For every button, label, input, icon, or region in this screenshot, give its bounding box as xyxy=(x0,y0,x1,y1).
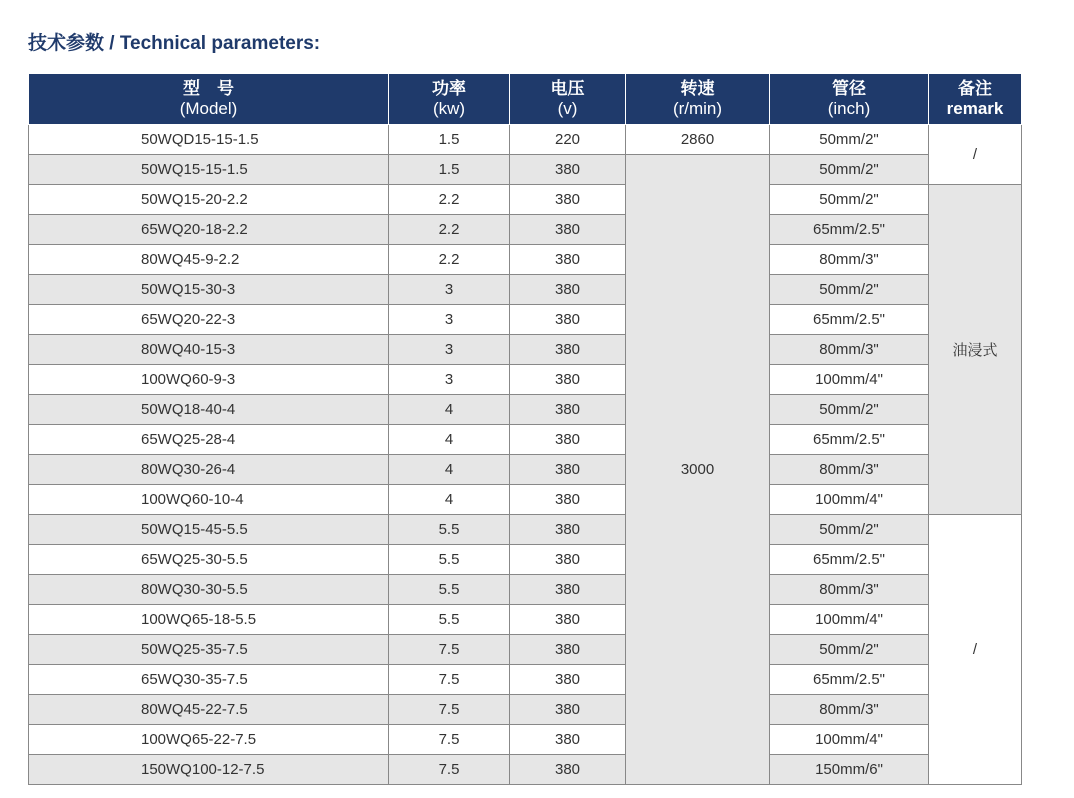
cell-speed-2860: 2860 xyxy=(626,125,770,155)
table-row xyxy=(29,275,1022,305)
cell-model: 100WQ60-10-4 xyxy=(29,485,389,515)
cell-voltage: 220 xyxy=(510,125,626,155)
table-row xyxy=(29,575,1022,605)
cell-power: 7.5 xyxy=(389,695,510,725)
header-speed-zh: 转速 xyxy=(680,79,715,98)
cell-power: 4 xyxy=(389,425,510,455)
header-power xyxy=(389,74,510,125)
header-remark xyxy=(929,74,1022,125)
cell-voltage: 380 xyxy=(510,155,626,185)
cell-voltage: 380 xyxy=(510,485,626,515)
cell-pipe: 50mm/2" xyxy=(770,395,929,425)
table-row xyxy=(29,755,1022,785)
table-row xyxy=(29,365,1022,395)
cell-voltage: 380 xyxy=(510,395,626,425)
cell-voltage: 380 xyxy=(510,455,626,485)
table-row xyxy=(29,545,1022,575)
cell-power: 1.5 xyxy=(389,155,510,185)
header-speed xyxy=(626,74,770,125)
cell-voltage: 380 xyxy=(510,425,626,455)
cell-voltage: 380 xyxy=(510,335,626,365)
cell-power: 5.5 xyxy=(389,575,510,605)
cell-model: 65WQ30-35-7.5 xyxy=(29,665,389,695)
cell-pipe: 50mm/2" xyxy=(770,515,929,545)
table-row xyxy=(29,185,1022,215)
cell-power: 3 xyxy=(389,275,510,305)
cell-model: 50WQ15-30-3 xyxy=(29,275,389,305)
header-remark-zh: 备注 xyxy=(958,79,992,98)
cell-power: 4 xyxy=(389,485,510,515)
cell-pipe: 80mm/3" xyxy=(770,335,929,365)
cell-voltage: 380 xyxy=(510,365,626,395)
cell-model: 50WQ15-15-1.5 xyxy=(29,155,389,185)
cell-voltage: 380 xyxy=(510,575,626,605)
header-model xyxy=(29,74,389,125)
cell-remark-none: / xyxy=(929,515,1022,785)
cell-pipe: 80mm/3" xyxy=(770,695,929,725)
cell-voltage: 380 xyxy=(510,605,626,635)
technical-parameters-table xyxy=(28,73,1022,785)
cell-power: 2.2 xyxy=(389,185,510,215)
table-row xyxy=(29,455,1022,485)
cell-model: 80WQ45-9-2.2 xyxy=(29,245,389,275)
table-row xyxy=(29,665,1022,695)
cell-model: 50WQ15-45-5.5 xyxy=(29,515,389,545)
cell-pipe: 65mm/2.5" xyxy=(770,425,929,455)
cell-pipe: 65mm/2.5" xyxy=(770,665,929,695)
cell-model: 80WQ40-15-3 xyxy=(29,335,389,365)
cell-model: 65WQ20-22-3 xyxy=(29,305,389,335)
cell-pipe: 50mm/2" xyxy=(770,125,929,155)
table-row xyxy=(29,695,1022,725)
cell-voltage: 380 xyxy=(510,725,626,755)
cell-model: 50WQ15-20-2.2 xyxy=(29,185,389,215)
cell-power: 1.5 xyxy=(389,125,510,155)
cell-pipe: 100mm/4" xyxy=(770,605,929,635)
cell-power: 3 xyxy=(389,305,510,335)
cell-power: 2.2 xyxy=(389,245,510,275)
table-row xyxy=(29,485,1022,515)
header-voltage-en: (v) xyxy=(557,99,578,118)
cell-voltage: 380 xyxy=(510,665,626,695)
cell-pipe: 80mm/3" xyxy=(770,575,929,605)
cell-pipe: 50mm/2" xyxy=(770,155,929,185)
table-row xyxy=(29,725,1022,755)
table-row xyxy=(29,635,1022,665)
cell-pipe: 100mm/4" xyxy=(770,365,929,395)
cell-remark-none: / xyxy=(929,125,1022,185)
cell-pipe: 65mm/2.5" xyxy=(770,215,929,245)
cell-power: 7.5 xyxy=(389,635,510,665)
table-row xyxy=(29,425,1022,455)
cell-model: 50WQ18-40-4 xyxy=(29,395,389,425)
cell-voltage: 380 xyxy=(510,755,626,785)
table-row xyxy=(29,215,1022,245)
cell-power: 4 xyxy=(389,455,510,485)
cell-model: 65WQ20-18-2.2 xyxy=(29,215,389,245)
header-model-zh: 型 号 xyxy=(183,79,234,98)
cell-pipe: 50mm/2" xyxy=(770,635,929,665)
cell-model: 65WQ25-30-5.5 xyxy=(29,545,389,575)
cell-pipe: 100mm/4" xyxy=(770,725,929,755)
table-row xyxy=(29,605,1022,635)
header-voltage-zh: 电压 xyxy=(550,79,585,98)
header-pipe xyxy=(770,74,929,125)
cell-power: 5.5 xyxy=(389,515,510,545)
cell-pipe: 50mm/2" xyxy=(770,185,929,215)
header-row xyxy=(29,74,1022,125)
cell-model: 65WQ25-28-4 xyxy=(29,425,389,455)
cell-pipe: 50mm/2" xyxy=(770,275,929,305)
header-speed-en: (r/min) xyxy=(672,99,723,118)
table-row xyxy=(29,245,1022,275)
cell-pipe: 65mm/2.5" xyxy=(770,545,929,575)
cell-model: 80WQ30-30-5.5 xyxy=(29,575,389,605)
cell-voltage: 380 xyxy=(510,245,626,275)
cell-power: 5.5 xyxy=(389,545,510,575)
cell-power: 3 xyxy=(389,335,510,365)
cell-voltage: 380 xyxy=(510,635,626,665)
cell-remark-oil-immersed: 油浸式 xyxy=(929,185,1022,515)
table-row xyxy=(29,335,1022,365)
cell-voltage: 380 xyxy=(510,305,626,335)
cell-model: 50WQD15-15-1.5 xyxy=(29,125,389,155)
table-row xyxy=(29,125,1022,155)
header-remark-en: remark xyxy=(946,99,1004,118)
cell-voltage: 380 xyxy=(510,185,626,215)
cell-power: 2.2 xyxy=(389,215,510,245)
cell-power: 4 xyxy=(389,395,510,425)
cell-voltage: 380 xyxy=(510,215,626,245)
cell-voltage: 380 xyxy=(510,695,626,725)
cell-pipe: 150mm/6" xyxy=(770,755,929,785)
header-power-en: (kw) xyxy=(432,99,466,118)
cell-speed-3000: 3000 xyxy=(626,155,770,785)
cell-model: 100WQ65-18-5.5 xyxy=(29,605,389,635)
cell-model: 100WQ65-22-7.5 xyxy=(29,725,389,755)
cell-power: 7.5 xyxy=(389,755,510,785)
cell-pipe: 65mm/2.5" xyxy=(770,305,929,335)
header-voltage xyxy=(510,74,626,125)
cell-power: 7.5 xyxy=(389,665,510,695)
table-row xyxy=(29,155,1022,185)
cell-voltage: 380 xyxy=(510,545,626,575)
cell-model: 100WQ60-9-3 xyxy=(29,365,389,395)
cell-model: 80WQ45-22-7.5 xyxy=(29,695,389,725)
header-pipe-en: (inch) xyxy=(827,99,871,118)
cell-power: 7.5 xyxy=(389,725,510,755)
table-row xyxy=(29,305,1022,335)
header-model-en: (Model) xyxy=(179,99,238,118)
cell-model: 80WQ30-26-4 xyxy=(29,455,389,485)
header-power-zh: 功率 xyxy=(432,79,466,98)
cell-voltage: 380 xyxy=(510,275,626,305)
table-row xyxy=(29,515,1022,545)
cell-power: 3 xyxy=(389,365,510,395)
page-title: 技术参数 / Technical parameters: xyxy=(28,33,321,54)
cell-voltage: 380 xyxy=(510,515,626,545)
cell-power: 5.5 xyxy=(389,605,510,635)
table-row xyxy=(29,395,1022,425)
header-pipe-zh: 管径 xyxy=(832,79,866,98)
cell-model: 150WQ100-12-7.5 xyxy=(29,755,389,785)
cell-pipe: 80mm/3" xyxy=(770,455,929,485)
cell-pipe: 100mm/4" xyxy=(770,485,929,515)
cell-model: 50WQ25-35-7.5 xyxy=(29,635,389,665)
cell-pipe: 80mm/3" xyxy=(770,245,929,275)
